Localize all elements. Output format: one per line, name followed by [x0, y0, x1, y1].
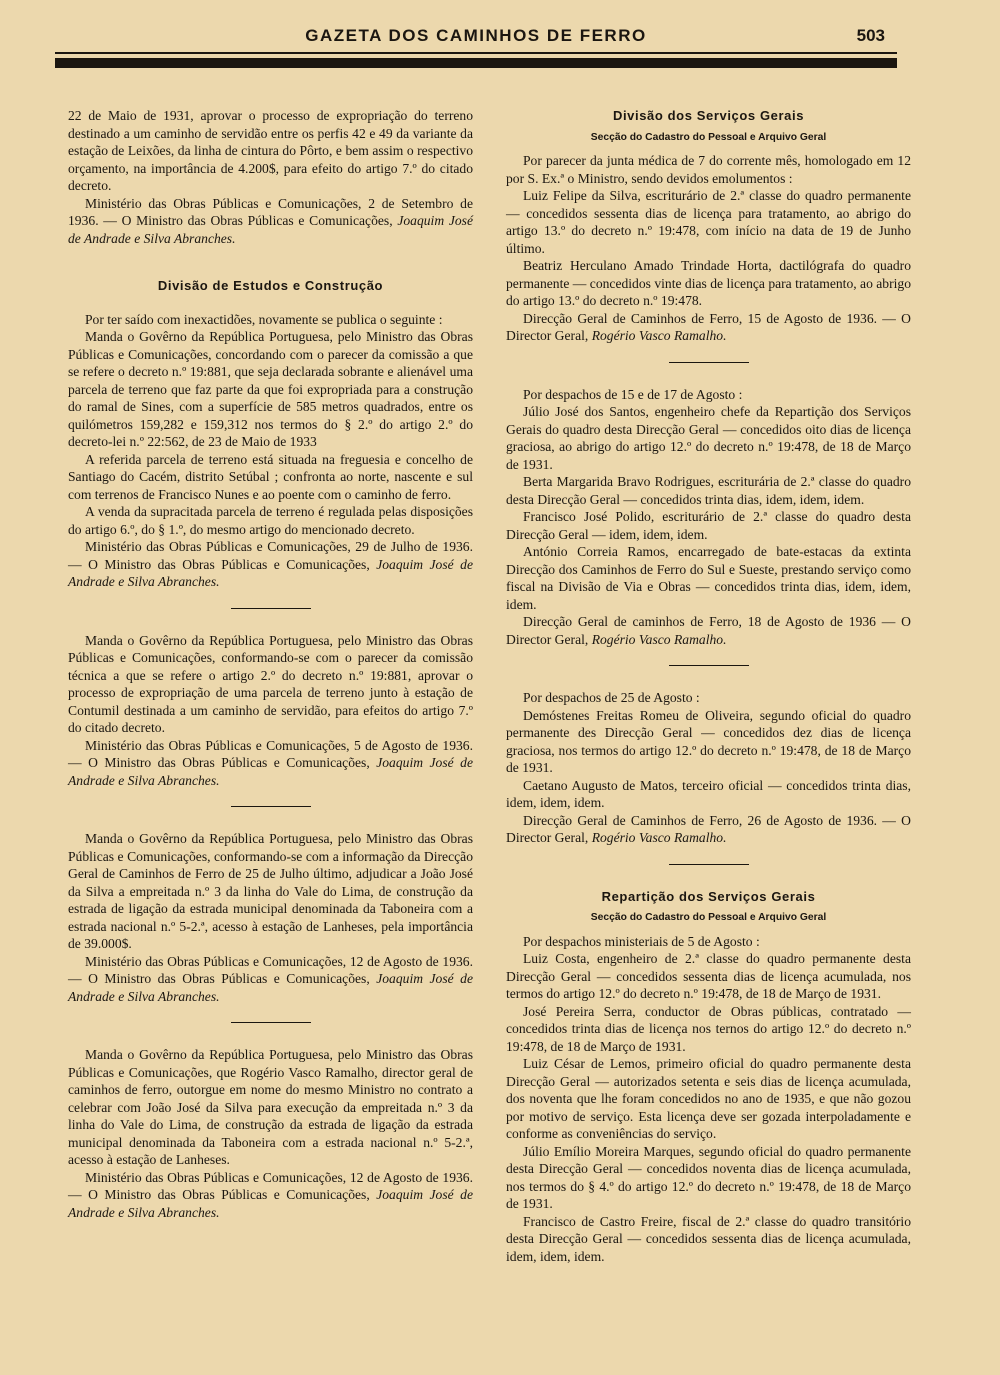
paragraph: 22 de Maio de 1931, aprovar o processo de expropriação do terreno destinado a um caminho de servidão entre os perfis 42 e 49 da variante da estação de Leixões, da linha de cintura do Pôrto, e bem assim o respectivo orçamento, na importância de 4.200$, para efeito do artigo 7.º do citado decreto. [68, 108, 473, 193]
page-header [55, 22, 897, 72]
signature-paragraph [506, 310, 911, 345]
signature: Joaquim José de Andrade e Silva Abranches. [68, 213, 474, 246]
signature: Joaquim José de Andrade e Silva Abranches. [68, 1187, 473, 1220]
paragraph-text: Ministério das Obras Públicas e Comunicações, 12 de Agosto de 1936. — O Ministro das Obras Públicas e Comunicações, [68, 953, 473, 986]
subsection-title: Secção do Cadastro do Pessoal e Arquivo Geral [590, 912, 827, 923]
paragraph: Por despachos de 25 de Agosto : [523, 690, 700, 705]
paragraph-text: Ministério das Obras Públicas e Comunicações, 12 de Agosto de 1936. — O Ministro das Obras Públicas e Comunicações, [68, 1169, 473, 1202]
paragraph: Manda o Govêrno da República Portuguesa, pelo Ministro das Obras Públicas e Comunicações, conformando-se com o parecer da comissão técnica a que se refere o artigo 2.º do decreto n.º 19:881, aprovar o processo de expropriação de uma parcela de terreno junto à estação de Contumil destinada a um caminho de servidão, para efeitos do artigo 7.º do citado decreto. [68, 632, 473, 735]
paragraph: Manda o Govêrno da República Portuguesa, pelo Ministro das Obras Públicas e Comunicações, concordando com o parecer da comissão a que se refere o decreto n.º 19:881, que seja declarada sobrante e alienável uma parcela de terreno que faz parte da que foi expropriada para a construção do ramal de Sines, com a superfície de 585 metros quadrados, entre os quilómetros 159,282 e 159,312 nos termos do § 2.º do artigo 2.º do decreto-lei n.º 22:562, de 23 de Maio de 1933 [68, 329, 473, 449]
paragraph: Por ter saído com inexactidões, novamente se publica o seguinte : [85, 311, 443, 327]
paragraph: Júlio Emílio Moreira Marques, segundo oficial do quadro permanente desta Direcção Geral — concedidos noventa dias de licença acumulada, nos termos do § 4.º do artigo 12.º do decreto n.º 19:478, de 18 de Março de 1931. [506, 1143, 911, 1211]
paragraph-text: Direcção Geral de Caminhos de Ferro, 26 de Agosto de 1936. — O Director Geral, [506, 812, 911, 845]
signature-paragraph [68, 737, 473, 790]
journal-title: GAZETA DOS CAMINHOS DE FERRO [305, 26, 647, 45]
paragraph: Luiz Felipe da Silva, escriturário de 2.ª classe do quadro permanente — concedidos sessenta dias de licença para tratamento, ao abrigo do artigo 13.º do decreto n.º 19:478, com início na data de 19 de Junho último. [506, 188, 911, 256]
section-title: Repartição dos Serviços Gerais [601, 888, 816, 904]
signature: Joaquim José de Andrade e Silva Abranches. [68, 556, 473, 589]
paragraph: Francisco José Polido, escriturário de 2.ª classe do quadro desta Direcção Geral — idem, idem, idem. [506, 509, 911, 542]
signature: Rogério Vasco Ramalho. [591, 631, 727, 647]
paragraph: Demóstenes Freitas Romeu de Oliveira, segundo oficial do quadro permanente des Direcção Geral — concedidos dez dias de licença graciosa, nos termos do artigo 12.º do decreto n.º 19:478, de 18 de Março de 1931. [506, 707, 911, 775]
paragraph: Berta Margarida Bravo Rodrigues, escriturária de 2.ª classe do quadro desta Direcção Geral — concedidos trinta dias, idem, idem, idem. [506, 474, 911, 507]
paragraph-text: Ministério das Obras Públicas e Comunicações, 2 de Setembro de 1936. — O Ministro das Obras Públicas e Comunicações, [68, 195, 473, 228]
section-title: Divisão dos Serviços Gerais [612, 108, 805, 123]
paragraph: A venda da supracitada parcela de terreno é regulada pelas disposições do artigo 6.º, do § 1.º, do mesmo artigo do mencionado decreto. [68, 504, 473, 537]
signature-paragraph [68, 538, 473, 591]
paragraph: Manda o Govêrno da República Portuguesa, pelo Ministro das Obras Públicas e Comunicações, que Rogério Vasco Ramalho, director geral de caminhos de ferro, outorgue em nome do mesmo Ministro no contrato a celebrar com João José da Silva para execução da empreitada n.º 3 da linha do Vale do Lima, de construção da estrada de ligação da estrada municipal denominada da Taboneira com a estrada nacional n.º 5-2.ª, acesso à estação de Lanheses. [68, 1047, 473, 1167]
paragraph: Manda o Govêrno da República Portuguesa, pelo Ministro das Obras Públicas e Comunicações, conformando-se com a informação da Direcção Geral de Caminhos de Ferro de 25 de Julho último, adjudicar a João José da Silva a empreitada n.º 3 da linha do Vale do Lima, de construção da estrada de ligação da estrada municipal denominada da Taboneira com a estrada nacional n.º 5-2.ª, acesso à estação de Lanheses, pela importância de 39.000$. [68, 831, 473, 951]
paragraph: José Pereira Serra, conductor de Obras públicas, contratado — concedidos trinta dias de licença nos ternos do artigo 12.º do decreto n.º 19:478, de 18 de Março de 1931. [506, 1003, 911, 1054]
paragraph: Caetano Augusto de Matos, terceiro oficial — concedidos trinta dias, idem, idem, idem. [506, 777, 911, 810]
right-column [506, 107, 911, 1265]
paragraph: Júlio José dos Santos, engenheiro chefe da Repartição dos Serviços Gerais do quadro desta Direcção Geral — concedidos oito dias de licença graciosa, ao abrigo do artigo 12.º do decreto n.º 19:478, de 18 de Março de 1931. [506, 404, 911, 472]
paragraph-text: Direcção Geral de Caminhos de Ferro, 15 de Agosto de 1936. — O Director Geral, [506, 310, 911, 343]
header-rule-thick [55, 58, 897, 68]
paragraph: Luiz César de Lemos, primeiro oficial do quadro permanente desta Direcção Geral — autorizados setenta e seis dias de licença acumulada, dos noventa que lhe foram concedidos no ano de 1935, e que não gozou por motivo de serviço. Esta licença deve ser gozada interpoladamente e conforme as conveniências do serviço. [506, 1056, 911, 1141]
subsection-title: Secção do Cadastro do Pessoal e Arquivo Geral [590, 131, 827, 143]
paragraph-text: Direcção Geral de caminhos de Ferro, 18 de Agosto de 1936 — O Director Geral, [506, 614, 911, 647]
section-title: Divisão de Estudos e Construção [157, 278, 384, 293]
signature-paragraph [506, 613, 911, 648]
signature-paragraph [68, 1169, 473, 1222]
signature: Rogério Vasco Ramalho. [591, 328, 727, 343]
signature-paragraph [506, 812, 911, 847]
signature: Rogério Vasco Ramalho. [591, 830, 727, 845]
signature: Joaquim José de Andrade e Silva Abranches. [68, 971, 473, 1004]
paragraph: A referida parcela de terreno está situada na freguesia e concelho de Santiago do Cacém, distrito Setúbal ; confronta ao norte, nascente e sul com terrenos de Francisco Nunes e ao poente com o caminho de ferro. [68, 451, 473, 502]
signature-paragraph [68, 195, 473, 248]
paragraph-text: Ministério das Obras Públicas e Comunicações, 5 de Agosto de 1936. — O Ministro das Obras Públicas e Comunicações, [68, 737, 473, 770]
paragraph: Por parecer da junta médica de 7 do corrente mês, homologado em 12 por S. Ex.ª o Ministro, sendo devidos emolumentos : [506, 153, 911, 186]
paragraph: Francisco de Castro Freire, fiscal de 2.ª classe do quadro transitório desta Direcção Geral — concedidos sessenta dias de licença acumulada, idem, idem, idem. [506, 1213, 911, 1264]
left-column [68, 107, 473, 1221]
paragraph: Por despachos ministeriais de 5 de Agosto : [523, 933, 760, 949]
page-number: 503 [856, 26, 885, 45]
signature-paragraph [68, 953, 473, 1006]
paragraph-text: Ministério das Obras Públicas e Comunicações, 29 de Julho de 1936. — O Ministro das Obras Públicas e Comunicações, [68, 539, 473, 572]
header-rule-thin [55, 52, 897, 54]
paragraph: António Correia Ramos, encarregado de bate-estacas da extinta Direcção dos Caminhos de Ferro do Sul e Sueste, prestando serviço como fiscal na Divisão de Via e Obras — concedidos trinta dias, idem, idem, idem. [506, 544, 911, 612]
paragraph: Beatriz Herculano Amado Trindade Horta, dactilógrafa do quadro permanente — concedidos vinte dias de licença para tratamento, ao abrigo do artigo 13.º do decreto n.º 19:478. [506, 258, 911, 308]
paragraph: Por despachos de 15 e de 17 de Agosto : [523, 386, 743, 402]
signature: Joaquim José de Andrade e Silva Abranches. [68, 755, 473, 788]
paragraph: Luiz Costa, engenheiro de 2.ª classe do quadro permanente desta Direcção Geral — concedidos sessenta dias de licença acumulada, nos termos do artigo 12.º do decreto n.º 19:478, de 18 de Março de 1931. [506, 951, 911, 1001]
